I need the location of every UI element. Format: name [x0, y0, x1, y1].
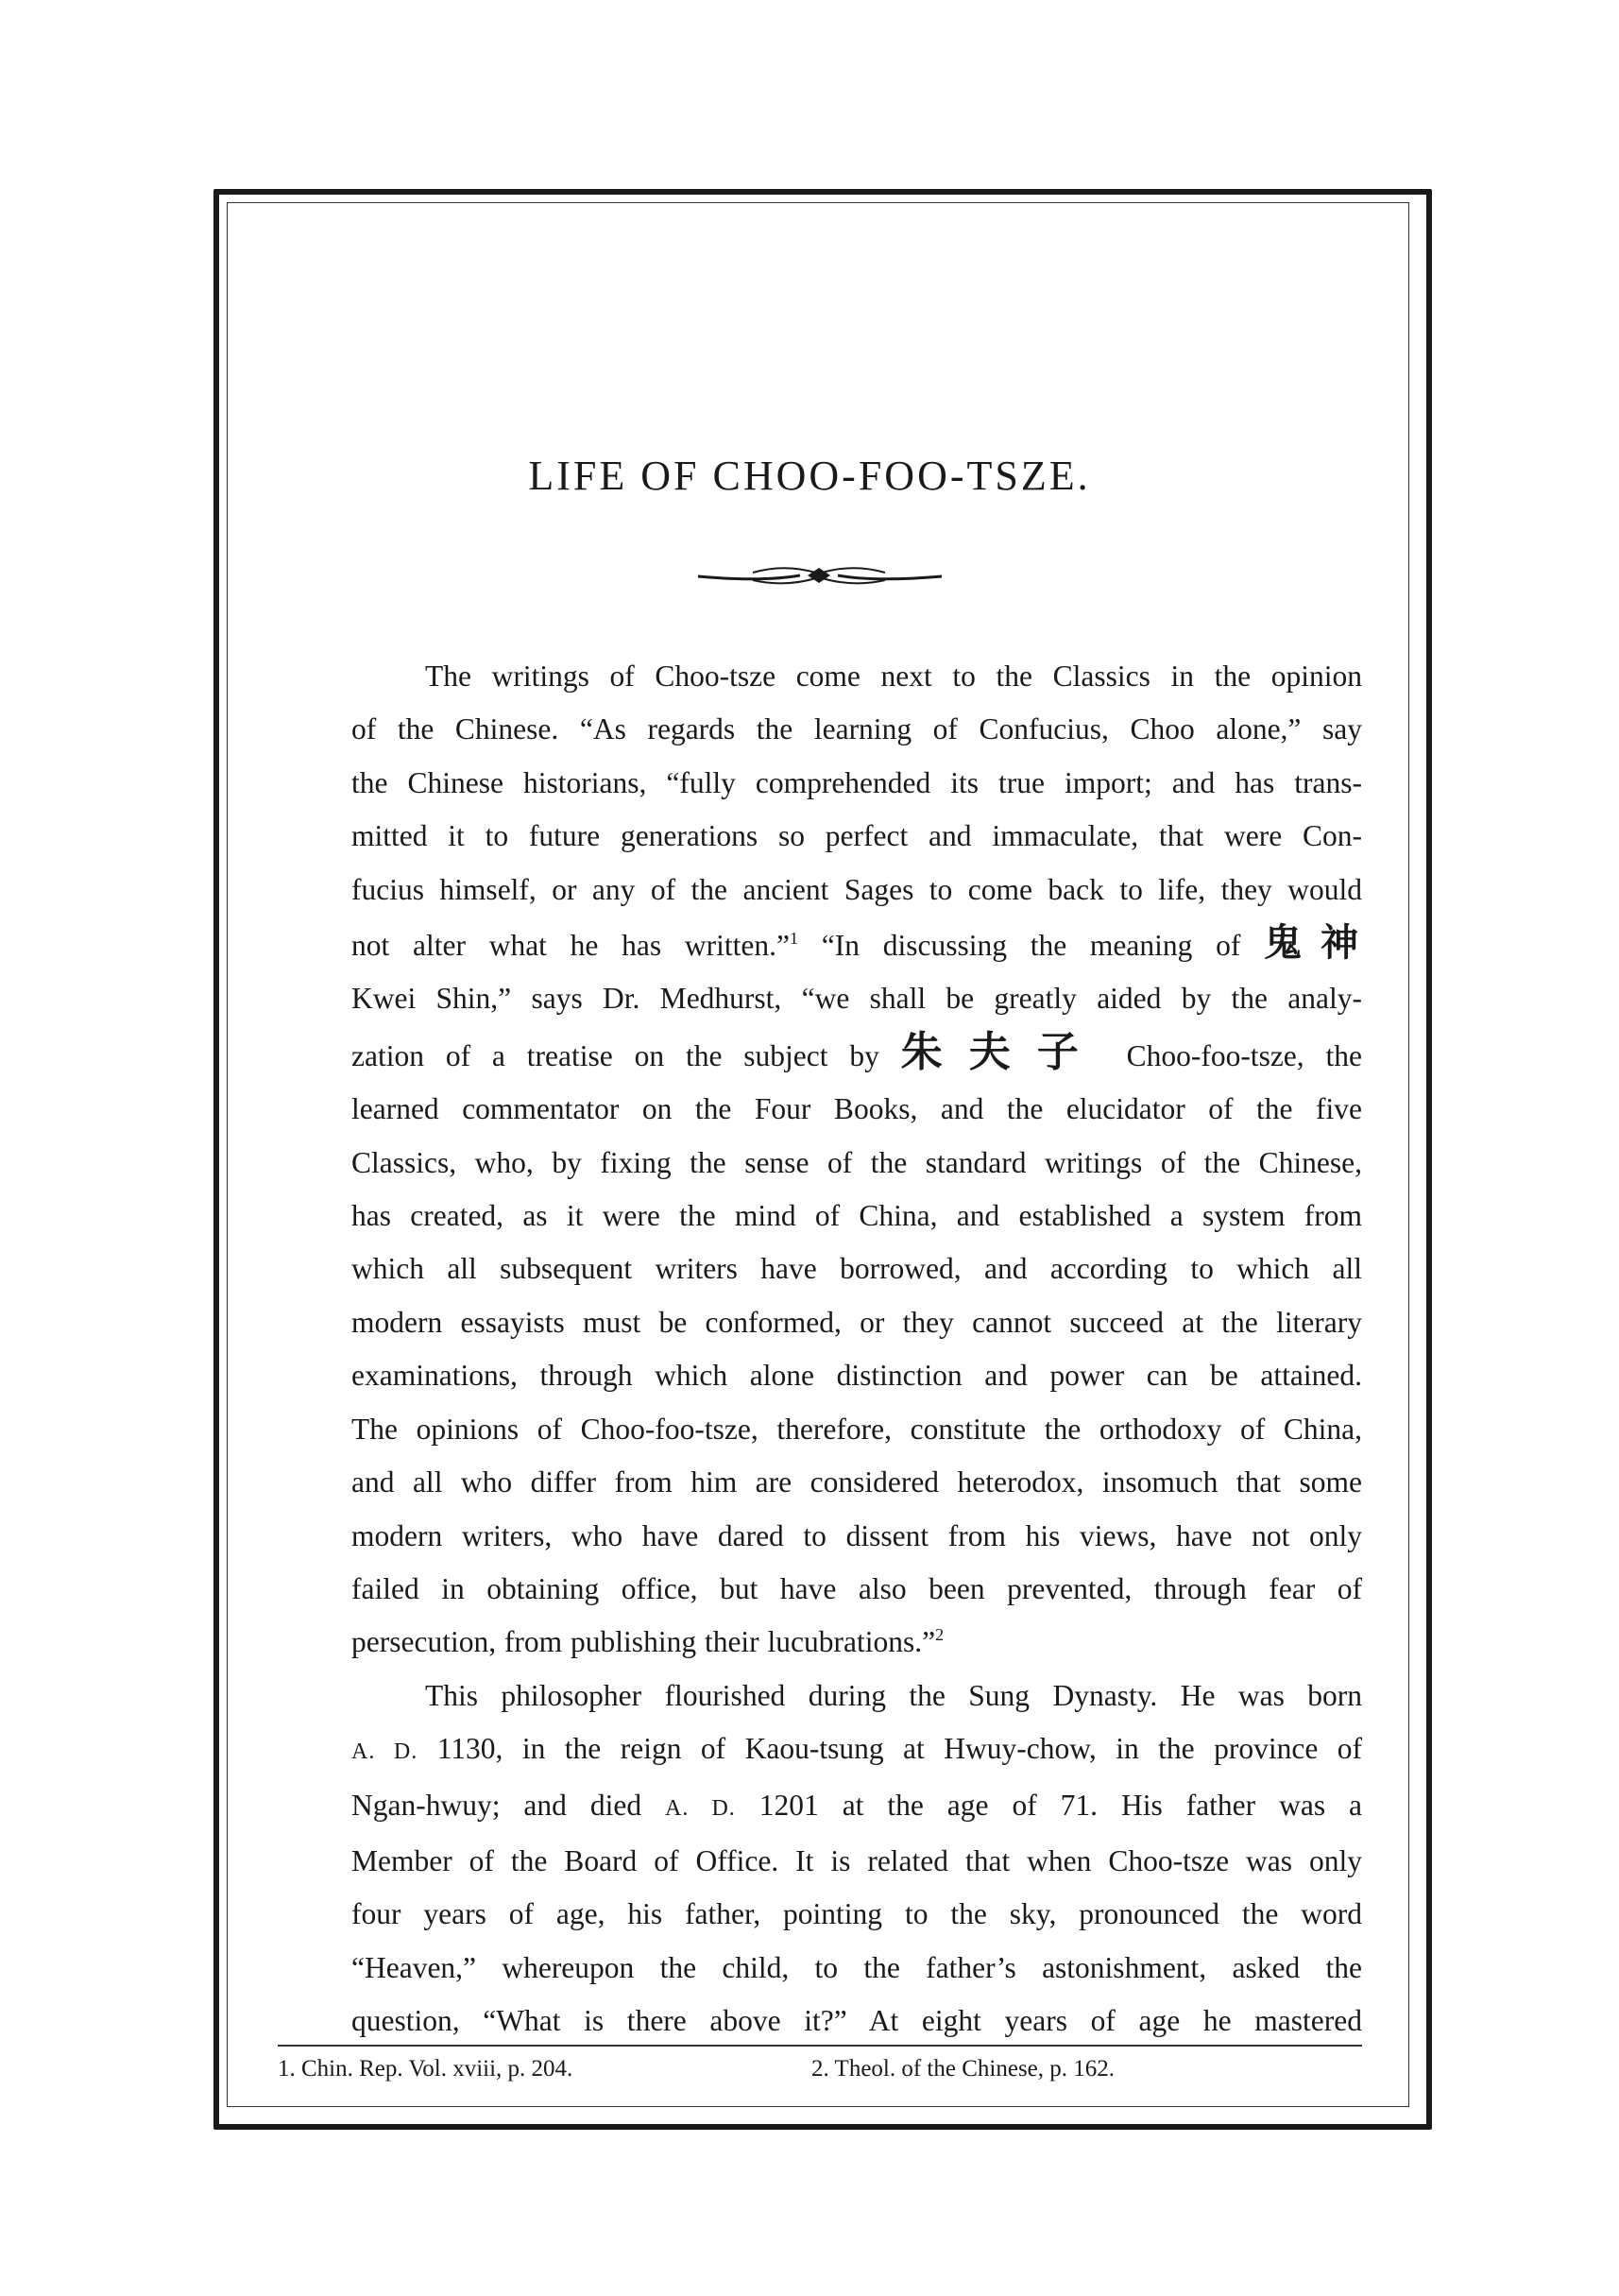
- footnote-marker: 2: [935, 1625, 945, 1645]
- text-segment: 1130, in the reign of Kaou-tsung at Hwuy-chow, in the province of: [418, 1732, 1362, 1766]
- text-line: Kwei Shin,” says Dr. Medhurst, “we shall be greatly aided by the analy-: [351, 982, 1362, 1016]
- text-line: This philosopher flourished during the Sung Dynasty. He was born: [425, 1678, 1362, 1712]
- text-line: fucius himself, or any of the ancient Sages to come back to life, they would: [351, 872, 1362, 906]
- text-line: modern writers, who have dared to dissent from his views, have not only: [351, 1518, 1362, 1552]
- text-line: [278, 1779, 1362, 1835]
- era-abbreviation: A. D.: [351, 1739, 418, 1765]
- text-line: [278, 1616, 1362, 1669]
- text-line: examinations, through which alone distinction and power can be attained.: [351, 1359, 1362, 1393]
- text-segment: 1201 at the age of 71. His father was a: [735, 1788, 1363, 1822]
- text-line: has created, as it were the mind of China, and established a system from: [351, 1199, 1362, 1233]
- text-line: The writings of Choo-tsze come next to the Classics in the opinion: [425, 660, 1362, 693]
- text-segment: not alter what he has written.”: [351, 929, 790, 963]
- paragraph-2: [278, 1670, 1362, 2048]
- footnote-marker: 1: [789, 929, 798, 949]
- chinese-characters-kwei-shin: 鬼神: [1264, 921, 1363, 966]
- text-line: Classics, who, by fixing the sense of the standard writings of the Chinese,: [351, 1145, 1362, 1179]
- footnote-divider: [278, 2045, 1362, 2047]
- body-text: [278, 650, 1362, 2048]
- page-title: LIFE OF CHOO-FOO-TSZE.: [528, 453, 1091, 499]
- paragraph-1: [278, 650, 1362, 1670]
- text-line: four years of age, his father, pointing to the sky, pronounced the word: [351, 1897, 1362, 1931]
- text-line: “Heaven,” whereupon the child, to the father’s astonishment, asked the: [351, 1950, 1362, 1984]
- text-line: learned commentator on the Four Books, and the elucidator of the five: [351, 1092, 1362, 1126]
- text-segment: Ngan-hwuy; and died: [351, 1788, 666, 1822]
- text-line: failed in obtaining office, but have also been prevented, through fear of: [351, 1571, 1362, 1605]
- footnote-2: 2. Theol. of the Chinese, p. 162.: [811, 2056, 1116, 2082]
- text-line: mitted it to future generations so perfect and immaculate, that were Con-: [351, 819, 1362, 853]
- text-line: [278, 1722, 1362, 1778]
- text-line: [278, 1026, 1362, 1083]
- text-segment: “In discussing the meaning of: [797, 929, 1265, 963]
- title-ornament: [696, 561, 944, 590]
- text-line: which all subsequent writers have borrowed, and according to which all: [351, 1252, 1362, 1286]
- text-line: the Chinese historians, “fully comprehended its true import; and has trans-: [351, 765, 1362, 799]
- footnote-1: 1. Chin. Rep. Vol. xviii, p. 204.: [278, 2056, 573, 2082]
- text-line: [278, 917, 1362, 972]
- text-segment: zation of a treatise on the subject by: [351, 1038, 901, 1072]
- text-segment: persecution, from publishing their lucubrations.”: [351, 1625, 936, 1659]
- text-line: modern essayists must be conformed, or they cannot succeed at the literary: [351, 1305, 1362, 1339]
- text-line: question, “What is there above it?” At eight years of age he mastered: [351, 2004, 1362, 2038]
- text-line: of the Chinese. “As regards the learning of Confucius, Choo alone,” say: [351, 712, 1362, 746]
- era-abbreviation: A. D.: [665, 1795, 736, 1821]
- text-line: and all who differ from him are considered heterodox, insomuch that some: [351, 1465, 1362, 1499]
- chinese-characters-choo-foo-tsze: 朱夫子: [900, 1027, 1105, 1076]
- text-segment: Choo-foo-tsze, the: [1104, 1038, 1363, 1072]
- text-line: The opinions of Choo-foo-tsze, therefore, constitute the orthodoxy of China,: [351, 1412, 1362, 1446]
- text-line: Member of the Board of Office. It is related that when Choo-tsze was only: [351, 1843, 1362, 1877]
